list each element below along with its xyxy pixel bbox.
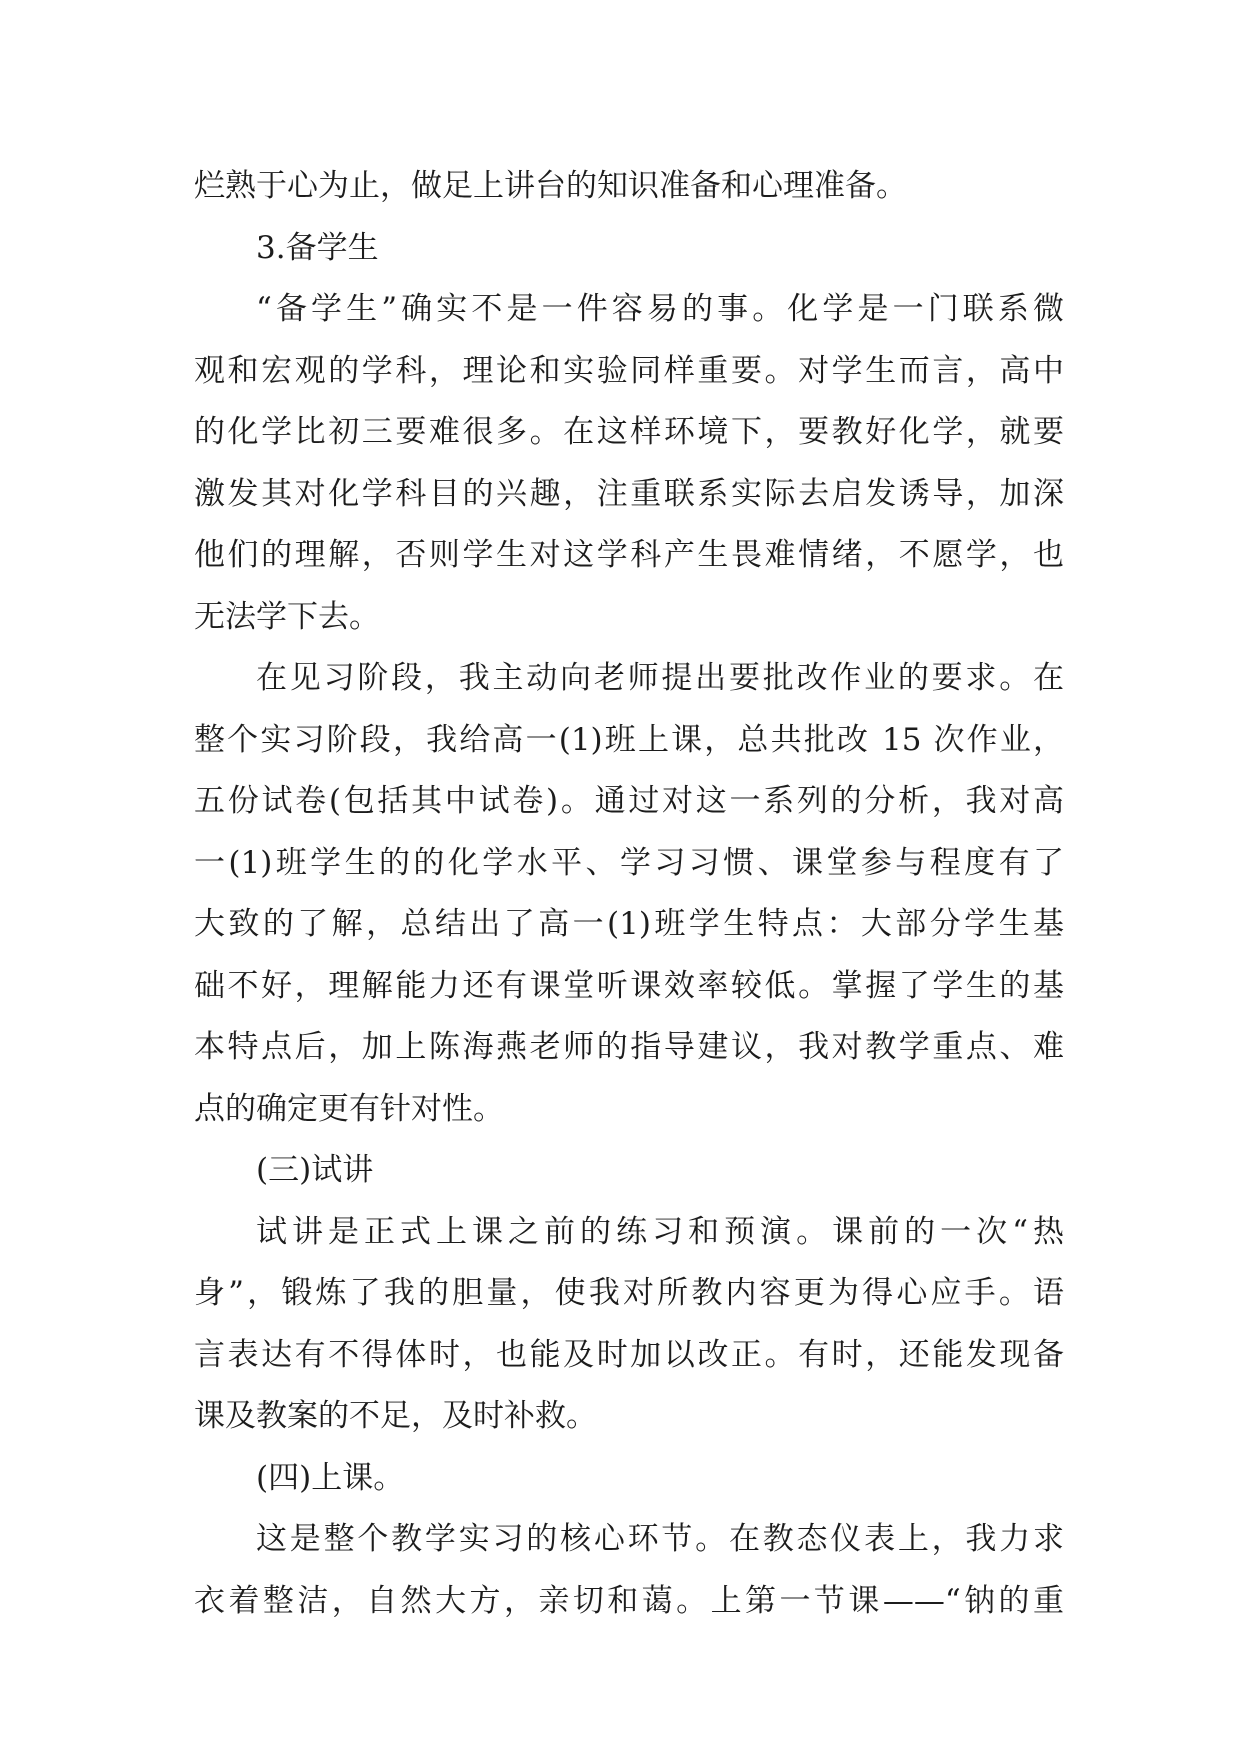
text-line: 身”，锻炼了我的胆量，使我对所教内容更为得心应手。语	[194, 1275, 1064, 1311]
text-line: 激发其对化学科目的兴趣，注重联系实际去启发诱导，加深	[194, 475, 1064, 512]
text-line: 烂熟于心为止，做足上讲台的知识准备和心理准备。	[194, 168, 907, 204]
text-line: (三)试讲	[256, 1152, 374, 1188]
text-line: 五份试卷(包括其中试卷)。通过对这一系列的分析，我对高	[194, 783, 1064, 819]
text-line: 衣着整洁，自然大方，亲切和蔼。上第一节课——“钠的重	[194, 1582, 1064, 1619]
body-text	[194, 156, 1064, 1632]
text-line: 本特点后，加上陈海燕老师的指导建议，我对教学重点、难	[194, 1029, 1064, 1065]
text-line: 观和宏观的学科，理论和实验同样重要。对学生而言，高中	[194, 352, 1064, 389]
text-line: 在见习阶段，我主动向老师提出要批改作业的要求。在	[256, 660, 1064, 696]
text-line: 他们的理解，否则学生对这学科产生畏难情绪，不愿学，也	[194, 537, 1064, 573]
text-line: 3.备学生	[256, 229, 379, 266]
text-line: 整个实习阶段，我给高一(1)班上课，总共批改 15 次作业，	[194, 721, 1064, 758]
text-line: 的化学比初三要难很多。在这样环境下，要教好化学，就要	[194, 414, 1064, 450]
text-line: 课及教案的不足，及时补救。	[194, 1398, 597, 1434]
text-line: 础不好，理解能力还有课堂听课效率较低。掌握了学生的基	[194, 967, 1064, 1004]
text-line: “备学生”确实不是一件容易的事。化学是一门联系微	[256, 291, 1064, 327]
text-line: 点的确定更有针对性。	[194, 1090, 504, 1127]
text-line: (四)上课。	[256, 1459, 405, 1496]
text-line: 试讲是正式上课之前的练习和预演。课前的一次“热	[256, 1213, 1064, 1250]
text-line: 无法学下去。	[194, 598, 380, 635]
text-line: 大致的了解，总结出了高一(1)班学生特点：大部分学生基	[194, 906, 1064, 942]
text-line: 一(1)班学生的的化学水平、学习习惯、课堂参与程度有了	[194, 844, 1064, 881]
text-line: 这是整个教学实习的核心环节。在教态仪表上，我力求	[256, 1521, 1064, 1557]
text-line: 言表达有不得体时，也能及时加以改正。有时，还能发现备	[194, 1336, 1064, 1373]
